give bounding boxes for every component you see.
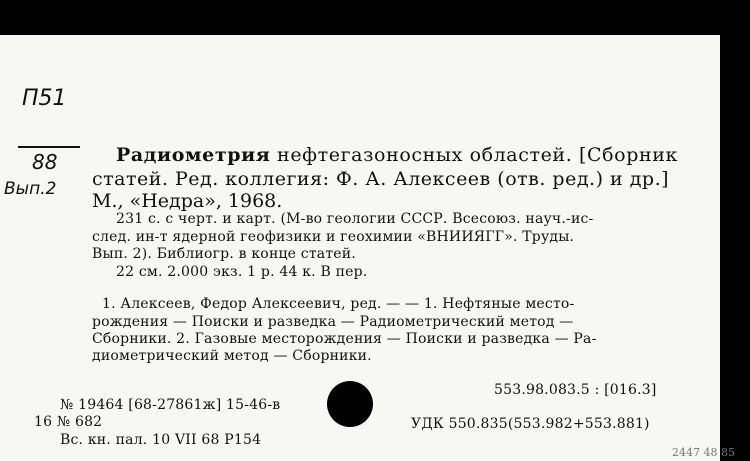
title-line-3: М., «Недра», 1968.: [92, 190, 283, 212]
subject-line-3: Сборники. 2. Газовые месторождения — Поиски и разведка — Ра-: [92, 331, 597, 347]
subject-line-2: рождения — Поиски и разведка — Радиометрический метод —: [92, 314, 574, 330]
subject-line-4: диометрический метод — Сборники.: [92, 348, 372, 364]
copy-number: 16 № 682: [34, 414, 103, 430]
udk-index: УДК 550.835(553.982+553.881): [411, 416, 650, 432]
shelfmark-class: П51: [22, 86, 67, 111]
card-number: № 19464 [68-27861ж] 15-46-в: [60, 397, 281, 413]
description-line-2: след. ин-т ядерной геофизики и геохимии «ВНИИЯГГ». Труды.: [92, 229, 575, 245]
title-line-1: [116, 144, 678, 166]
subject-line-1: 1. Алексеев, Федор Алексеевич, ред. — — 1. Нефтяные место-: [102, 296, 575, 312]
shelfmark-number: 88: [32, 150, 58, 174]
title-heading: Радиометрия: [116, 144, 271, 166]
print-info: Вс. кн. пал. 10 VII 68 Р154: [60, 432, 262, 448]
shelfmark-issue: Вып.2: [4, 179, 57, 199]
bbk-index: 553.98.083.5 : [016.3]: [494, 382, 657, 398]
punch-hole: [327, 381, 373, 427]
description-line-4: 22 см. 2.000 экз. 1 р. 44 к. В пер.: [116, 264, 368, 280]
title-line-1-rest: нефтегазоносных областей. [Сборник: [270, 144, 678, 166]
shelfmark-rule: [18, 146, 80, 148]
description-line-1: 231 с. с черт. и карт. (М-во геологии СССР. Всесоюз. науч.-ис-: [116, 211, 594, 227]
corner-mark: 2447 48 85: [672, 446, 735, 459]
description-line-3: Вып. 2). Библиогр. в конце статей.: [92, 246, 356, 262]
title-line-2: статей. Ред. коллегия: Ф. А. Алексеев (отв. ред.) и др.]: [92, 168, 670, 190]
